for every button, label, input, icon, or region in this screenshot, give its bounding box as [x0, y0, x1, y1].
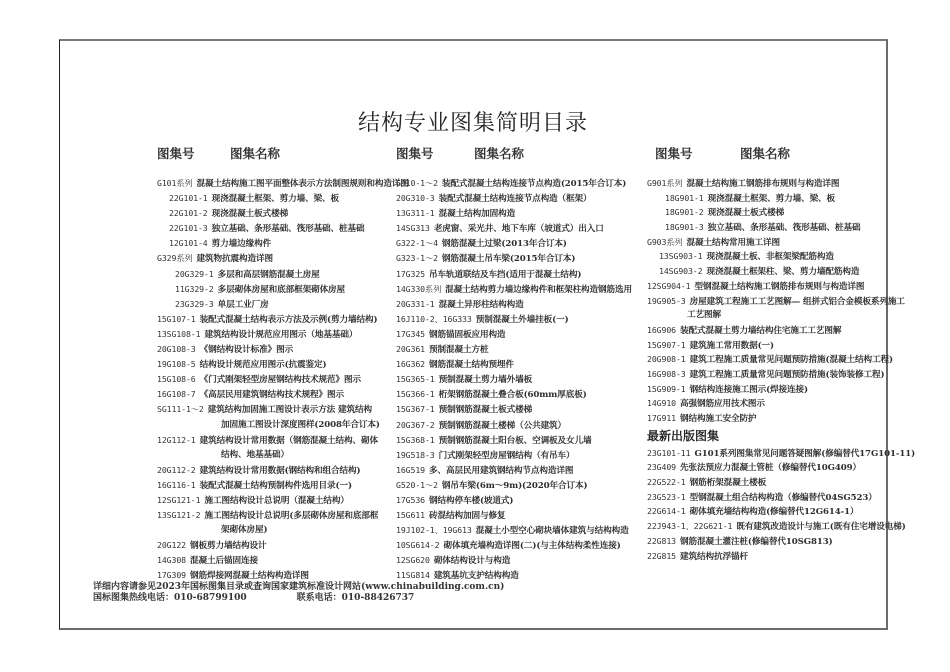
- atlas-code: 15G365-1: [396, 374, 435, 385]
- atlas-code: 20G908-1: [647, 354, 686, 365]
- atlas-name: 砌体结构设计与构造: [433, 556, 511, 567]
- atlas-code: 14G308: [157, 555, 186, 566]
- atlas-code: 19G905-3: [647, 295, 686, 306]
- page-title: 结构专业图集简明目录: [357, 111, 588, 136]
- atlas-name: 施工图结构设计总说明（混凝土结构）: [204, 495, 349, 506]
- footer-contacts: [93, 593, 504, 604]
- catalog-entry: [157, 221, 397, 236]
- catalog-entry: [396, 357, 646, 372]
- catalog-entry: [396, 191, 646, 206]
- atlas-code: G903系列: [647, 236, 683, 247]
- atlas-name: 预制混凝土方桩: [428, 345, 489, 356]
- atlas-name: 现浇混凝土板、非框架梁配筋构造: [706, 252, 834, 263]
- atlas-name: 建筑结构设计常用数据（钢筋混凝土结构、砌体: [199, 435, 379, 446]
- catalog-entry: [647, 279, 917, 294]
- atlas-name: 装配式混凝土结构表示方法及示例(剪力墙结构): [199, 314, 378, 325]
- atlas-code: 16G116-1: [157, 479, 196, 490]
- catalog-entry: [647, 264, 917, 279]
- atlas-code: 12SG904-1: [647, 280, 691, 291]
- catalog-entry: [396, 493, 646, 508]
- catalog-entry: [157, 433, 397, 448]
- atlas-name: 独立基础、条形基础、筏形基础、桩基础: [707, 223, 861, 234]
- atlas-name: 钢结构连接施工图示(焊接连接): [689, 384, 808, 395]
- atlas-code: 12G112-1: [157, 434, 196, 445]
- atlas-code: 18G901-1: [665, 192, 704, 203]
- atlas-code: 22G101-3: [169, 223, 208, 234]
- catalog-entry: [157, 372, 397, 387]
- atlas-code: 16G108-7: [157, 389, 196, 400]
- atlas-code: 22G522-1: [647, 477, 686, 488]
- atlas-code: 20G367-2: [396, 419, 435, 430]
- atlas-code: 14SG903-2: [659, 266, 703, 277]
- atlas-name: 架砌体房屋): [221, 525, 268, 536]
- atlas-name: 混凝土后锚固连接: [189, 556, 258, 567]
- atlas-name: 剪力墙边缘构件: [211, 239, 272, 250]
- atlas-code: 10SG614-2: [396, 540, 440, 551]
- atlas-code: 17G309: [157, 570, 186, 581]
- atlas-name: 现浇混凝土框架柱、梁、剪力墙配筋构造: [706, 267, 860, 278]
- atlas-name: 多层和高层钢筋混凝土房屋: [217, 269, 320, 280]
- atlas-name: 老虎窗、采光井、地下车库（坡道式）出入口: [433, 224, 604, 235]
- atlas-code: 11G329-2: [175, 283, 214, 294]
- atlas-code: 16G906: [647, 324, 676, 335]
- header-name: 图集名称: [474, 146, 525, 161]
- atlas-code: 17G911: [647, 413, 676, 423]
- new-releases-title: 最新出版图集: [647, 428, 720, 443]
- catalog-list: [157, 176, 409, 584]
- atlas-name: G101系列图集常见问题答疑图解(修编替代17G101-11): [694, 448, 916, 459]
- catalog-entry: [647, 294, 917, 309]
- atlas-code: 14G910: [647, 398, 676, 409]
- catalog-entry: [647, 235, 917, 250]
- catalog-entry: [396, 282, 646, 297]
- atlas-name: 建筑结构设计常用数据(钢结构和组合结构): [199, 465, 361, 476]
- atlas-name: 钢板剪力墙结构设计: [189, 541, 267, 552]
- catalog-entry: [396, 418, 646, 433]
- new-releases-list: [647, 446, 917, 564]
- atlas-name: 预制混凝土外墙挂板(一): [475, 314, 569, 325]
- catalog-entry: [157, 327, 397, 342]
- atlas-code: 19G108-5: [157, 359, 196, 370]
- atlas-name: 建筑工程施工质量常见问题预防措施(装饰装修工程): [689, 369, 885, 380]
- catalog-entry: [157, 493, 397, 508]
- atlas-code: 20G331-1: [396, 298, 435, 309]
- catalog-entry: [157, 478, 397, 493]
- header-name: 图集名称: [740, 146, 791, 161]
- catalog-entry: [396, 538, 646, 553]
- catalog-entry: [396, 523, 646, 538]
- atlas-code: 13SG903-1: [659, 251, 703, 262]
- atlas-name: 钢筋锚固板应用构造: [428, 329, 506, 340]
- atlas-name: 钢筋混凝土过梁(2013年合订本): [441, 239, 567, 250]
- atlas-code: 19G518-3: [396, 449, 435, 460]
- atlas-code: G323-1～2: [396, 253, 438, 264]
- atlas-name: 钢筋桁架混凝土楼板: [689, 478, 767, 489]
- atlas-code: 19J102-1、19G613: [396, 525, 472, 536]
- atlas-name: 混凝土异形柱结构构造: [438, 299, 524, 310]
- hotline-label: 国标图集热线电话：: [93, 593, 175, 603]
- catalog-entry: [647, 446, 917, 461]
- atlas-code: 13SG121-2: [157, 510, 201, 521]
- atlas-code: 16G362: [396, 359, 425, 370]
- atlas-name: 高强钢筋应用技术图示: [679, 399, 765, 410]
- atlas-code: SG111-1～2: [157, 404, 204, 415]
- catalog-entry: [157, 538, 397, 553]
- atlas-name: 现浇混凝土框架、剪力墙、梁、板: [211, 194, 340, 205]
- atlas-name: 建筑施工常用数据(一): [689, 340, 775, 351]
- atlas-code: G310-1～2: [396, 178, 438, 188]
- atlas-code: 15G107-1: [157, 313, 196, 324]
- atlas-code: 20G112-2: [157, 464, 196, 475]
- atlas-name: 钢筋焊接网混凝土结构构造详图: [189, 571, 309, 582]
- atlas-name: 门式刚架轻型房屋钢结构（有吊车）: [438, 450, 575, 461]
- catalog-entry: [647, 352, 917, 367]
- catalog-entry: [647, 504, 917, 519]
- contact-number: 010-88426737: [341, 593, 415, 603]
- atlas-code: 16G519: [396, 464, 425, 475]
- catalog-entry: [157, 357, 397, 372]
- atlas-name: 多、高层民用建筑钢结构节点构造详图: [428, 465, 574, 476]
- catalog-entry: [647, 220, 917, 235]
- atlas-name: 装配式混凝土结构连接节点构造（框架）: [438, 194, 592, 205]
- catalog-entry: [396, 448, 646, 463]
- atlas-code: G901系列: [647, 178, 683, 188]
- atlas-name: 混凝土结构常用施工详图: [686, 237, 780, 248]
- catalog-entry: [396, 342, 646, 357]
- catalog-entry: [647, 323, 917, 338]
- atlas-name: 建筑物抗震构造详图: [196, 254, 273, 265]
- catalog-entry: [647, 249, 917, 264]
- catalog-entry: [396, 508, 646, 523]
- catalog-entry: [647, 382, 917, 397]
- header-name: 图集名称: [230, 146, 281, 161]
- atlas-name: 钢筋混凝土吊车梁(2015年合订本): [441, 254, 576, 265]
- catalog-entry: [157, 463, 397, 478]
- footer-note: 详细内容请参见2023年国标图集目录或查询国家建筑标准设计网站(www.chinabuilding.com.cn): [93, 582, 505, 592]
- catalog-entry: [396, 387, 646, 402]
- catalog-entry: [157, 342, 397, 357]
- atlas-code: 13SG108-1: [157, 328, 201, 339]
- atlas-code: 17G536: [396, 494, 425, 505]
- atlas-name: 吊车轨道联结及车挡(适用于混凝土结构): [428, 269, 582, 280]
- atlas-name: 独立基础、条形基础、筏形基础、桩基础: [211, 224, 365, 235]
- header-code: 图集号: [396, 146, 434, 161]
- atlas-name: 建筑结构加固施工图设计表示方法 建筑结构: [207, 405, 373, 416]
- atlas-code: G101系列: [157, 178, 193, 188]
- catalog-entry: [647, 176, 917, 191]
- atlas-name: 《钢结构设计标准》图示: [199, 345, 294, 356]
- catalog-entry: [647, 534, 917, 549]
- catalog-entry: [647, 396, 917, 411]
- atlas-code: 22G101-1: [169, 193, 208, 204]
- atlas-code: 23G523-1: [647, 491, 686, 502]
- atlas-name: 钢筋混凝土结构预埋件: [428, 360, 514, 371]
- catalog-entry: [647, 338, 917, 353]
- atlas-name: 装配式混凝土结构连接节点构造(2015年合订本): [441, 179, 627, 189]
- atlas-code: 15G368-1: [396, 434, 435, 445]
- atlas-name: 建筑结构抗浮锚杆: [679, 551, 748, 562]
- atlas-code: 22G101-2: [169, 208, 208, 219]
- catalog-entry: [396, 297, 646, 312]
- atlas-name: 预制钢筋混凝土板式楼梯: [438, 405, 533, 416]
- catalog-entry: [157, 206, 397, 221]
- catalog-entry: [157, 312, 397, 327]
- atlas-name: 建筑工程施工质量常见问题预防措施(混凝土结构工程): [689, 355, 893, 366]
- catalog-entry: [396, 402, 646, 417]
- catalog-column-3: [647, 144, 917, 563]
- atlas-name: 型钢混凝土结构施工钢筋排布规则与构造详图: [694, 281, 865, 292]
- catalog-entry: [396, 206, 646, 221]
- atlas-name: 装配式混凝土结构预制构件选用目录(一): [199, 480, 352, 491]
- atlas-code: 20G361: [396, 344, 425, 355]
- catalog-entry: [396, 478, 646, 493]
- atlas-code: 16G908-3: [647, 368, 686, 379]
- atlas-name: 建筑基坑支护结构构造: [433, 571, 519, 582]
- atlas-code: 22G815: [647, 550, 676, 561]
- atlas-name: 建筑结构设计规范应用图示（地基基础）: [204, 329, 358, 340]
- catalog-entry: [157, 236, 397, 251]
- atlas-code: 12SG121-1: [157, 494, 201, 505]
- catalog-page: [59, 39, 916, 630]
- catalog-entry-continuation: [157, 523, 397, 538]
- atlas-code: 22J943-1、22G621-1: [647, 521, 733, 532]
- catalog-entry: [157, 176, 409, 191]
- catalog-entry: [396, 433, 646, 448]
- atlas-code: 15G367-1: [396, 404, 435, 415]
- catalog-entry: [157, 191, 397, 206]
- catalog-entry-continuation: [647, 308, 917, 323]
- atlas-code: 23G101-11: [647, 447, 691, 458]
- atlas-name: 混凝土结构加固构造: [438, 209, 516, 220]
- catalog-entry: [157, 251, 397, 266]
- footer: [93, 582, 504, 604]
- atlas-code: 20G122: [157, 540, 186, 551]
- catalog-list: [396, 176, 646, 584]
- catalog-entry: [396, 267, 646, 282]
- catalog-list: [647, 176, 917, 426]
- atlas-name: 现浇混凝土框架、剪力墙、梁、板: [707, 193, 836, 204]
- atlas-name: 施工图结构设计总说明(多层砌体房屋和底部框: [204, 511, 379, 522]
- atlas-name: 现浇混凝土板式楼梯: [707, 208, 785, 219]
- catalog-entry: [647, 411, 917, 426]
- catalog-entry: [157, 387, 397, 402]
- atlas-name: 先张法预应力混凝土管桩（修编替代10G409）: [679, 463, 862, 474]
- atlas-name: 砌体填充墙结构构造(修编替代12G614-1）: [689, 507, 859, 518]
- atlas-code: 15G611: [396, 510, 425, 521]
- catalog-entry: [647, 475, 917, 490]
- atlas-name: 钢吊车梁(6m～9m)(2020年合订本): [441, 480, 588, 491]
- atlas-name: 混凝土小型空心砌块墙体建筑与结构构造: [475, 526, 629, 537]
- atlas-name: 结构设计规范应用图示(抗震鉴定): [199, 360, 327, 371]
- hotline-number: 010-68799100: [174, 593, 247, 603]
- atlas-name: 钢结构停车楼(坡道式): [428, 495, 514, 506]
- atlas-code: 13G311-1: [396, 208, 435, 219]
- header-code: 图集号: [655, 146, 693, 161]
- catalog-entry: [396, 327, 646, 342]
- atlas-name: 工艺图解: [687, 310, 721, 321]
- atlas-name: 预制混凝土剪力墙外墙板: [438, 375, 533, 386]
- atlas-code: 17G325: [396, 268, 425, 279]
- column-header: [157, 144, 397, 166]
- atlas-code: 23G329-3: [175, 298, 214, 309]
- atlas-name: 砌体填充墙构造详图(二)(与主体结构柔性连接): [443, 541, 621, 552]
- atlas-code: 22G614-1: [647, 506, 686, 517]
- atlas-code: 15G108-6: [157, 374, 196, 385]
- atlas-name: 砖混结构加固与修复: [428, 511, 506, 522]
- atlas-code: G322-1～4: [396, 238, 438, 249]
- atlas-code: 15G909-1: [647, 383, 686, 394]
- catalog-entry: [157, 508, 397, 523]
- catalog-column-2: [396, 144, 646, 584]
- catalog-entry: [647, 519, 917, 534]
- catalog-column-1: [157, 144, 409, 584]
- atlas-name: 多层砌体房屋和底部框架砌体房屋: [217, 284, 346, 295]
- atlas-code: 20G329-1: [175, 268, 214, 279]
- column-header: [647, 144, 917, 166]
- atlas-name: 混凝土结构施工钢筋排布规则与构造详图: [686, 179, 840, 189]
- catalog-entry: [647, 460, 917, 475]
- catalog-entry: [647, 490, 917, 505]
- contact-label: 联系电话：: [296, 593, 342, 603]
- atlas-code: 12SG620: [396, 555, 430, 566]
- atlas-name: 预制钢筋混凝土楼梯（公共建筑）: [438, 420, 567, 431]
- atlas-code: 23G409: [647, 462, 676, 473]
- atlas-code: 16J110-2、16G333: [396, 313, 472, 324]
- catalog-entry: [157, 553, 397, 568]
- catalog-entry-continuation: [157, 418, 397, 433]
- catalog-entry: [396, 312, 646, 327]
- atlas-name: 型钢混凝土组合结构构造（修编替代04SG523）: [689, 492, 877, 503]
- atlas-code: G520-1～2: [396, 479, 438, 490]
- atlas-code: 22G813: [647, 535, 676, 546]
- catalog-entry: [157, 282, 397, 297]
- atlas-name: 预制钢筋混凝土阳台板、空调板及女儿墙: [438, 435, 592, 446]
- atlas-code: 17G345: [396, 328, 425, 339]
- catalog-entry-continuation: [157, 448, 397, 463]
- atlas-name: 房屋建筑工程施工工艺图解— 组拼式铝合金模板系列施工: [689, 296, 905, 307]
- atlas-name: 既有建筑改造设计与施工(既有住宅增设电梯): [736, 522, 906, 533]
- catalog-entry: [396, 176, 646, 191]
- atlas-code: 12G101-4: [169, 238, 208, 249]
- atlas-code: 15G366-1: [396, 389, 435, 400]
- atlas-name: 加固施工图设计深度图样(2008年合订本): [221, 419, 380, 430]
- atlas-code: 15G907-1: [647, 339, 686, 350]
- atlas-name: 钢结构施工安全防护: [679, 414, 757, 424]
- atlas-code: 20G108-3: [157, 344, 196, 355]
- catalog-entry: [647, 549, 917, 564]
- atlas-name: 现浇混凝土板式楼梯: [211, 209, 289, 220]
- atlas-name: 单层工业厂房: [217, 299, 269, 310]
- atlas-code: 14G330系列: [396, 283, 442, 294]
- catalog-entry: [396, 221, 646, 236]
- catalog-entry: [647, 367, 917, 382]
- atlas-name: 混凝土结构剪力墙边缘构件和框架柱构造钢筋选用: [445, 284, 633, 295]
- atlas-name: 桁架钢筋混凝土叠合板(60mm厚底板): [438, 390, 587, 401]
- catalog-entry: [157, 267, 397, 282]
- atlas-name: 钢筋混凝土灌注桩(修编替代10SG813): [679, 536, 833, 547]
- catalog-entry: [157, 297, 397, 312]
- atlas-code: 20G310-3: [396, 193, 435, 204]
- catalog-entry: [157, 402, 397, 417]
- atlas-code: G329系列: [157, 253, 193, 264]
- atlas-code: 18G901-2: [665, 207, 704, 218]
- atlas-code: 11SG814: [396, 570, 430, 581]
- catalog-entry: [647, 191, 917, 206]
- column-header: [396, 144, 646, 166]
- catalog-entry: [647, 205, 917, 220]
- atlas-name: 《高层民用建筑钢结构技术规程》图示: [199, 390, 345, 401]
- catalog-entry: [396, 236, 646, 251]
- catalog-entry: [396, 372, 646, 387]
- atlas-name: 《门式刚架轻型房屋钢结构技术规范》图示: [199, 375, 362, 386]
- atlas-name: 装配式混凝土剪力墙结构住宅施工工艺图解: [679, 325, 842, 336]
- atlas-code: 18G901-3: [665, 222, 704, 233]
- atlas-code: 14SG313: [396, 223, 430, 234]
- catalog-entry: [396, 553, 646, 568]
- atlas-name: 混凝土结构施工图平面整体表示方法制图规则和构造详图: [196, 179, 409, 189]
- catalog-entry: [396, 251, 646, 266]
- header-code: 图集号: [157, 146, 195, 161]
- catalog-entry: [396, 463, 646, 478]
- atlas-name: 结构、地基基础）: [221, 449, 289, 460]
